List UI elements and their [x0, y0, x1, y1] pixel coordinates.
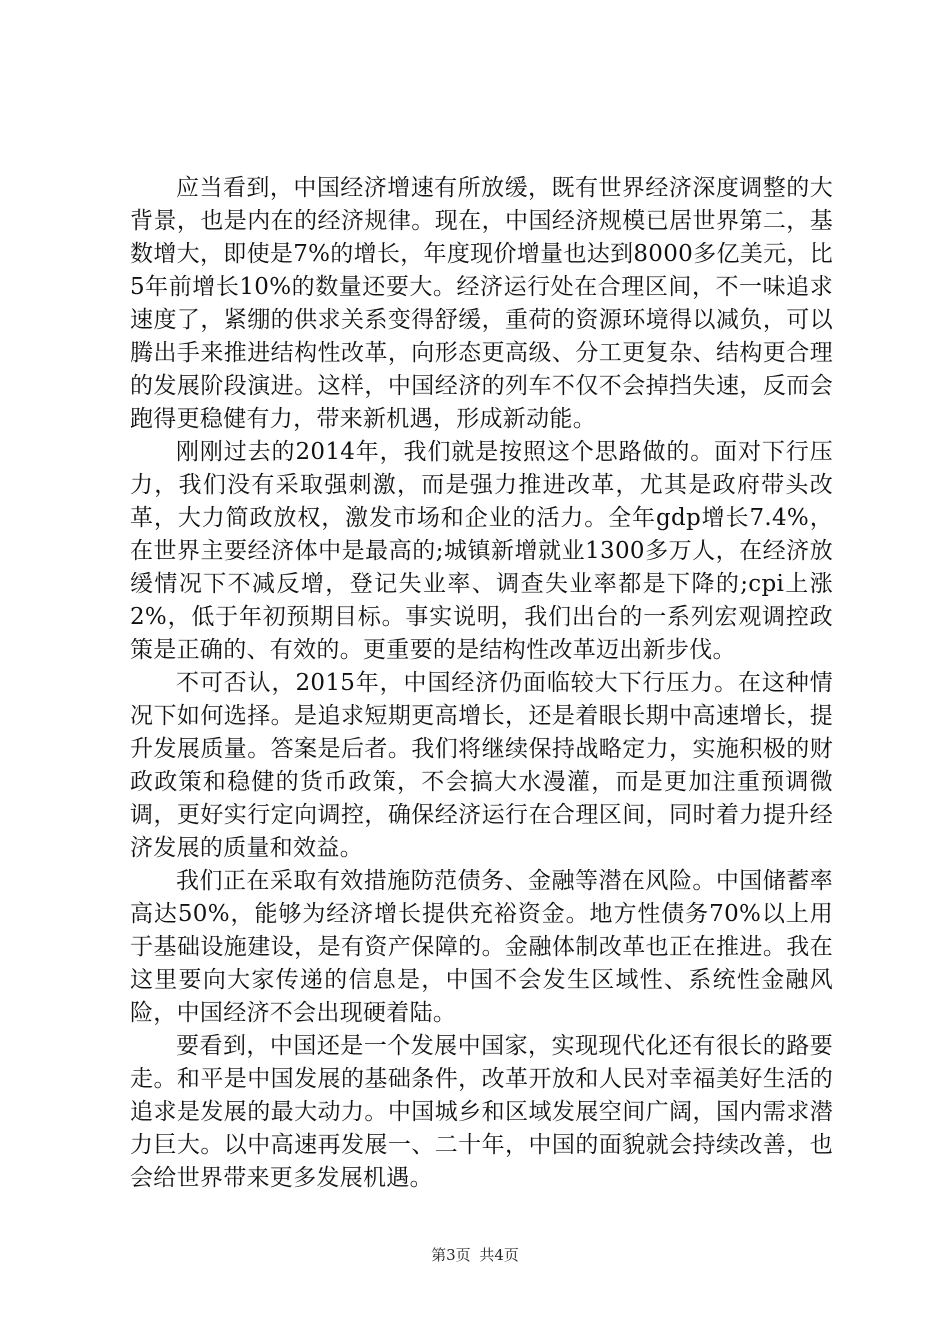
paragraph-5: 要看到，中国还是一个发展中国家，实现现代化还有很长的路要走。和平是中国发展的基础条件，改革开放和人民对幸福美好生活的追求是发展的最大动力。中国城乡和区域发展空间广阔，国内需求潜力巨大。以中高速再发展一、二十年，中国的面貌就会持续改善，也会给世界带来更多发展机遇。 [130, 1033, 833, 1191]
page-footer [0, 1244, 950, 1265]
paragraph-1: 应当看到，中国经济增速有所放缓，既有世界经济深度调整的大背景，也是内在的经济规律。现在，中国经济规模已居世界第二，基数增大，即使是7%的增长，年度现价增量也达到8000多亿美元，比5年前增长10%的数量还要大。经济运行处在合理区间，不一味追求速度了，紧绷的供求关系变得舒缓，重荷的资源环境得以减负，可以腾出手来推进结构性改革，向形态更高级、分工更复杂、结构更合理的发展阶段演进。这样，中国经济的列车不仅不会掉挡失速，反而会跑得更稳健有力，带来新机遇，形成新动能。 [130, 175, 833, 432]
paragraph-4: 我们正在采取有效措施防范债务、金融等潜在风险。中国储蓄率高达50%，能够为经济增长提供充裕资金。地方性债务70%以上用于基础设施建设，是有资产保障的。金融体制改革也正在推进。我在这里要向大家传递的信息是，中国不会发生区域性、系统性金融风险，中国经济不会出现硬着陆。 [130, 868, 833, 1026]
body-text [130, 172, 833, 1195]
page-number: 第3页 [431, 1246, 471, 1264]
page-total: 共4页 [479, 1246, 519, 1264]
paragraph-2: 刚刚过去的2014年，我们就是按照这个思路做的。面对下行压力，我们没有采取强刺激，而是强力推进改革，尤其是政府带头改革，大力简政放权，激发市场和企业的活力。全年gdp增长7.4%，在世界主要经济体中是最高的;城镇新增就业1300多万人，在经济放缓情况下不减反增，登记失业率、调查失业率都是下降的;cpi上涨2%，低于年初预期目标。事实说明，我们出台的一系列宏观调控政策是正确的、有效的。更重要的是结构性改革迈出新步伐。 [130, 439, 833, 663]
paragraph-3: 不可否认，2015年，中国经济仍面临较大下行压力。在这种情况下如何选择。是追求短期更高增长，还是着眼长期中高速增长，提升发展质量。答案是后者。我们将继续保持战略定力，实施积极的财政政策和稳健的货币政策，不会搞大水漫灌，而是更加注重预调微调，更好实行定向调控，确保经济运行在合理区间，同时着力提升经济发展的质量和效益。 [130, 670, 833, 861]
